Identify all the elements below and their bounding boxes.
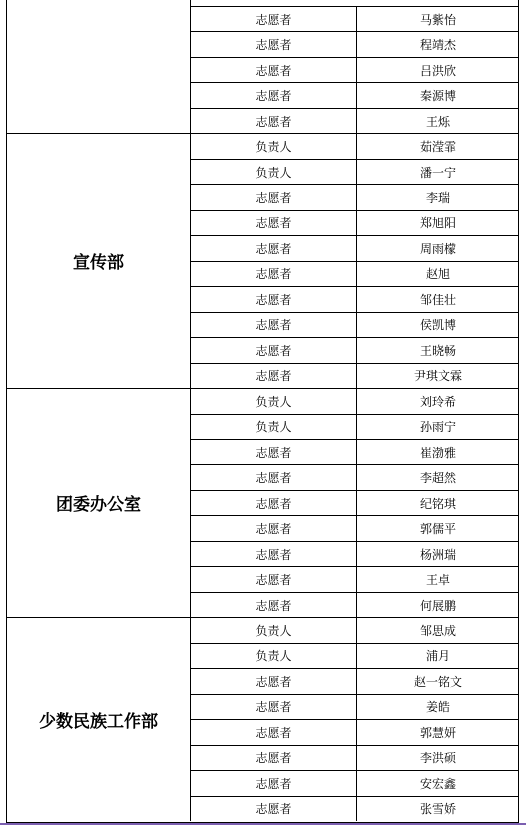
name-cell: 郭慧妍 — [419, 725, 456, 740]
role-cell: 志愿者 — [191, 236, 357, 260]
table-row — [191, 541, 519, 566]
table-row — [191, 592, 519, 617]
name-cell: 李超然 — [419, 471, 456, 486]
table-row — [191, 414, 519, 439]
page-edge-line — [0, 823, 526, 825]
table-row — [191, 57, 519, 82]
role-cell: 志愿者 — [191, 516, 357, 540]
role-cell: 志愿者 — [191, 771, 357, 795]
role-cell: 志愿者 — [191, 440, 357, 464]
dept-cell-youth-office: 团委办公室 — [7, 388, 190, 618]
role-cell: 志愿者 — [191, 720, 357, 744]
name-cell: 崔渤雅 — [419, 445, 456, 460]
name-cell: 秦源博 — [419, 89, 456, 104]
name-cell: 尹琪文霖 — [413, 369, 462, 384]
table-row — [191, 159, 519, 184]
role-cell: 负责人 — [191, 618, 357, 642]
table-row — [191, 235, 519, 260]
table-row — [191, 261, 519, 286]
name-cell: 杨洲瑞 — [419, 547, 456, 562]
roster-rows — [190, 0, 519, 821]
role-cell: 志愿者 — [191, 669, 357, 693]
table-row — [191, 388, 519, 413]
name-cell: 赵旭 — [425, 267, 450, 282]
dept-cell-continued — [7, 0, 190, 134]
role-cell: 志愿者 — [191, 593, 357, 617]
name-cell: 纪铭琪 — [419, 496, 456, 511]
table-row — [191, 82, 519, 107]
role-cell: 志愿者 — [191, 797, 357, 821]
name-cell: 姜皓 — [425, 700, 450, 715]
role-cell: 志愿者 — [191, 542, 357, 566]
table-row — [191, 108, 519, 133]
role-cell: 志愿者 — [191, 32, 357, 56]
name-cell: 王烁 — [425, 114, 450, 129]
name-cell: 茹滢霏 — [419, 140, 456, 155]
name-cell: 浦月 — [425, 649, 450, 664]
table-row — [191, 770, 519, 795]
name-cell: 王卓 — [425, 573, 450, 588]
table-row — [191, 363, 519, 388]
name-cell: 程靖杰 — [419, 38, 456, 53]
role-cell: 志愿者 — [191, 7, 357, 31]
role-cell: 志愿者 — [191, 109, 357, 133]
table-row — [191, 464, 519, 489]
role-cell: 志愿者 — [191, 338, 357, 362]
name-cell: 潘一宁 — [419, 165, 456, 180]
table-row — [191, 337, 519, 362]
role-cell: 志愿者 — [191, 262, 357, 286]
role-cell: 负责人 — [191, 160, 357, 184]
name-cell: 安宏鑫 — [419, 776, 456, 791]
role-cell: 志愿者 — [191, 695, 357, 719]
name-cell: 赵一铭文 — [413, 674, 462, 689]
role-cell: 志愿者 — [191, 313, 357, 337]
name-cell: 李洪硕 — [419, 751, 456, 766]
name-cell: 周雨檬 — [419, 241, 456, 256]
table-row — [191, 643, 519, 668]
table-row — [191, 668, 519, 693]
name-cell: 郭儒平 — [419, 522, 456, 537]
table-row — [191, 6, 519, 31]
role-cell: 负责人 — [191, 415, 357, 439]
role-cell: 志愿者 — [191, 364, 357, 388]
role-cell: 负责人 — [191, 134, 357, 158]
table-row — [191, 719, 519, 744]
name-cell: 刘玲希 — [419, 394, 456, 409]
table-row — [191, 566, 519, 591]
name-cell: 侯凯博 — [419, 318, 456, 333]
table-row — [191, 439, 519, 464]
role-cell: 志愿者 — [191, 491, 357, 515]
table-row — [191, 745, 519, 770]
table-row — [191, 31, 519, 56]
table-row — [191, 184, 519, 209]
table-row — [191, 796, 519, 821]
name-cell: 张雪娇 — [419, 802, 456, 817]
role-cell: 志愿者 — [191, 287, 357, 311]
role-cell: 志愿者 — [191, 83, 357, 107]
name-cell: 孙雨宁 — [419, 420, 456, 435]
name-cell: 王晓畅 — [419, 343, 456, 358]
name-cell: 吕洪欣 — [419, 63, 456, 78]
table-row — [191, 312, 519, 337]
role-cell: 志愿者 — [191, 567, 357, 591]
role-cell: 负责人 — [191, 389, 357, 413]
table-row — [191, 490, 519, 515]
name-cell: 李瑞 — [425, 191, 450, 206]
role-cell: 志愿者 — [191, 746, 357, 770]
name-cell: 郑旭阳 — [419, 216, 456, 231]
table-row — [191, 694, 519, 719]
dept-cell-ethnic-affairs: 少数民族工作部 — [39, 712, 158, 733]
name-cell: 邹思成 — [419, 624, 456, 638]
table-row — [191, 133, 519, 158]
table-row — [191, 515, 519, 540]
name-cell: 邹佳壮 — [419, 292, 456, 307]
dept-cell-publicity: 宣传部 — [7, 133, 190, 389]
role-cell: 负责人 — [191, 644, 357, 668]
role-cell: 志愿者 — [191, 465, 357, 489]
name-cell: 马紫怡 — [419, 12, 456, 27]
table-row — [191, 617, 519, 642]
role-cell: 志愿者 — [191, 185, 357, 209]
roster-table — [6, 0, 519, 823]
role-cell: 志愿者 — [191, 58, 357, 82]
table-row — [191, 210, 519, 235]
table-row — [191, 286, 519, 311]
role-cell: 志愿者 — [191, 211, 357, 235]
name-cell: 何展鹏 — [419, 598, 456, 613]
